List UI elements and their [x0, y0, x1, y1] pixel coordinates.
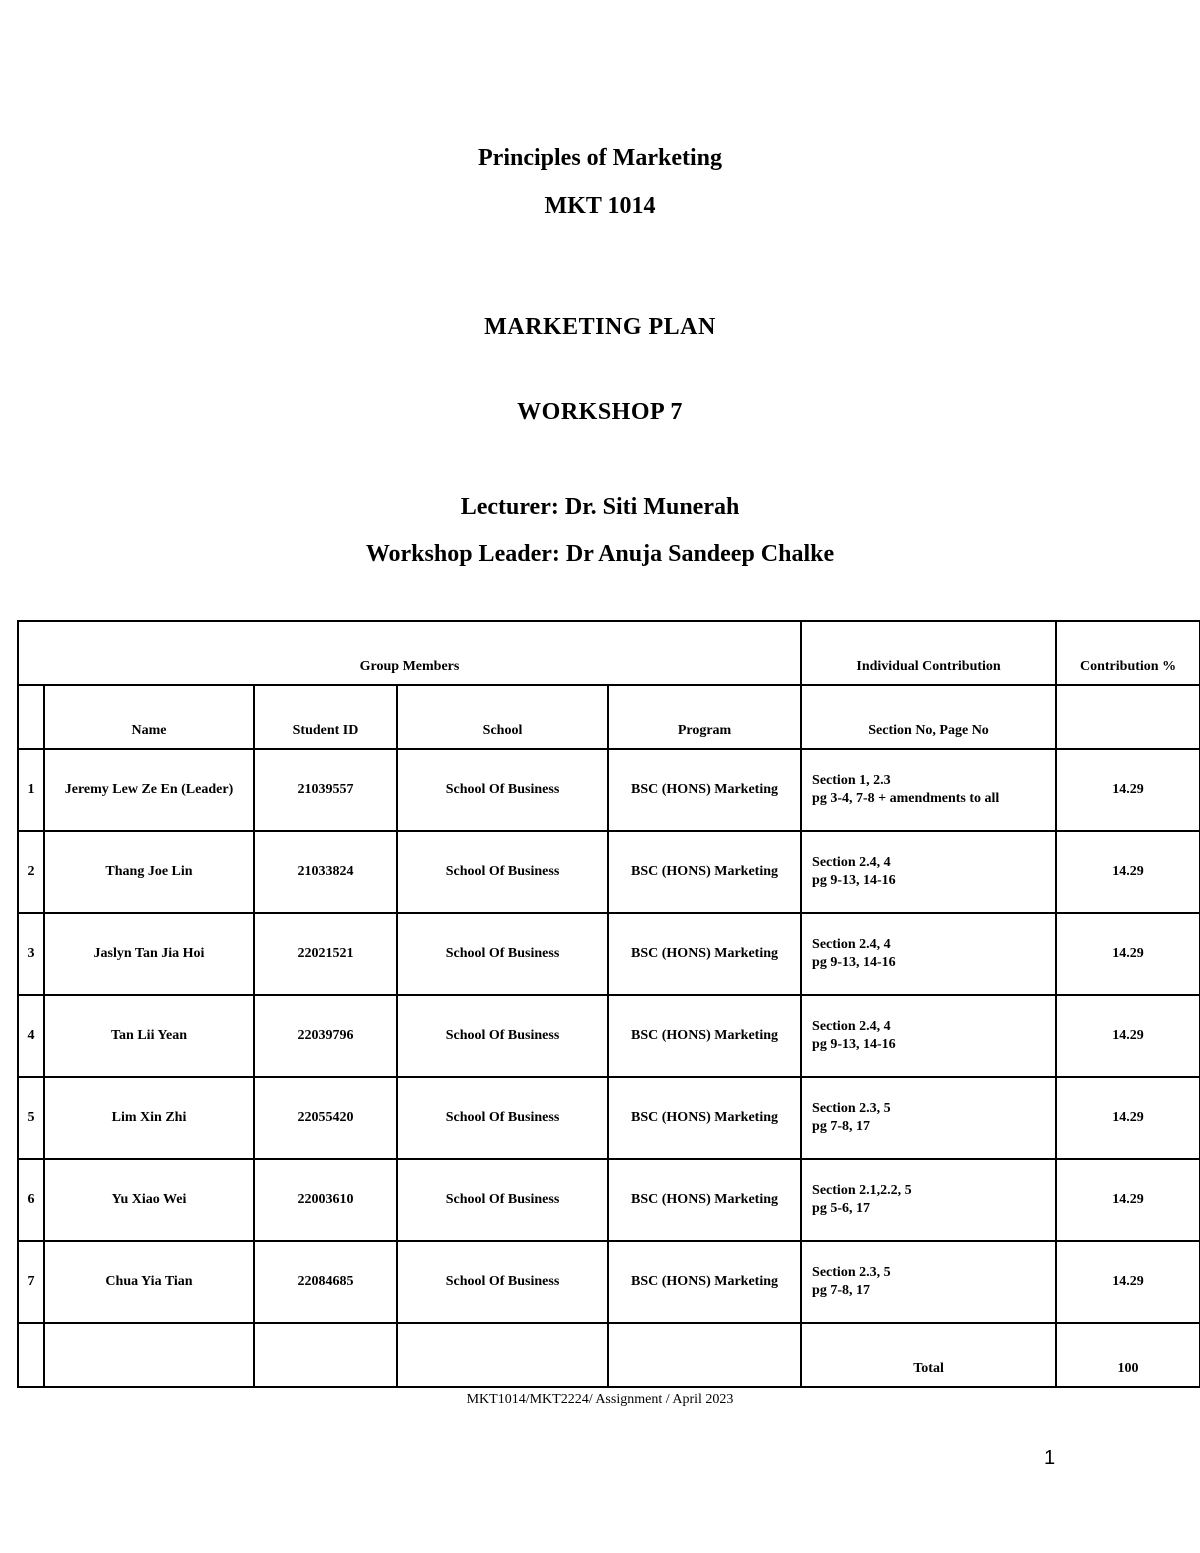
group-members-header: Group Members — [18, 621, 801, 685]
empty-cell — [608, 1323, 801, 1387]
student-id: 22084685 — [254, 1241, 397, 1323]
contribution-percent: 14.29 — [1056, 831, 1200, 913]
school: School Of Business — [397, 995, 608, 1077]
member-name: Yu Xiao Wei — [44, 1159, 254, 1241]
row-number: 1 — [18, 749, 44, 831]
page-numbers: pg 5-6, 17 — [812, 1201, 870, 1216]
contribution-percent: 14.29 — [1056, 995, 1200, 1077]
page-numbers: pg 3-4, 7-8 + amendments to all — [812, 791, 1000, 806]
name-column-header: Name — [44, 685, 254, 749]
page-numbers: pg 7-8, 17 — [812, 1119, 870, 1134]
page-numbers: pg 9-13, 14-16 — [812, 1037, 896, 1052]
percent-column-header — [1056, 685, 1200, 749]
total-label: Total — [801, 1323, 1056, 1387]
row-number: 4 — [18, 995, 44, 1077]
contribution-cell — [801, 995, 1056, 1077]
number-column-header — [18, 685, 44, 749]
page-numbers: pg 9-13, 14-16 — [812, 873, 896, 888]
section-numbers: Section 2.4, 4 — [812, 855, 891, 870]
program: BSC (HONS) Marketing — [608, 1241, 801, 1323]
contribution-cell — [801, 749, 1056, 831]
table-row — [18, 831, 1200, 913]
table-row — [18, 913, 1200, 995]
contribution-percent-header: Contribution % — [1056, 621, 1200, 685]
lecturer-line: Lecturer: Dr. Siti Munerah — [460, 494, 740, 520]
contribution-cell — [801, 1159, 1056, 1241]
table-row — [18, 1077, 1200, 1159]
student-id: 21039557 — [254, 749, 397, 831]
row-number: 5 — [18, 1077, 44, 1159]
group-members-table — [17, 620, 1200, 1388]
contribution-cell — [801, 1241, 1056, 1323]
contribution-cell — [801, 1077, 1056, 1159]
student-id: 22055420 — [254, 1077, 397, 1159]
course-code: MKT 1014 — [544, 193, 656, 219]
program: BSC (HONS) Marketing — [608, 749, 801, 831]
member-name: Jeremy Lew Ze En (Leader) — [44, 749, 254, 831]
contribution-percent: 14.29 — [1056, 749, 1200, 831]
course-name: Principles of Marketing — [478, 145, 722, 171]
program: BSC (HONS) Marketing — [608, 1077, 801, 1159]
program-column-header: Program — [608, 685, 801, 749]
workshop-leader-line: Workshop Leader: Dr Anuja Sandeep Chalke — [365, 541, 835, 567]
contribution-cell — [801, 913, 1056, 995]
page-numbers: pg 7-8, 17 — [812, 1283, 870, 1298]
member-name: Tan Lii Yean — [44, 995, 254, 1077]
program: BSC (HONS) Marketing — [608, 995, 801, 1077]
empty-cell — [18, 1323, 44, 1387]
program: BSC (HONS) Marketing — [608, 1159, 801, 1241]
section-numbers: Section 2.4, 4 — [812, 937, 891, 952]
member-name: Lim Xin Zhi — [44, 1077, 254, 1159]
contribution-percent: 14.29 — [1056, 1241, 1200, 1323]
school: School Of Business — [397, 913, 608, 995]
table-row — [18, 749, 1200, 831]
student-id-column-header: Student ID — [254, 685, 397, 749]
program: BSC (HONS) Marketing — [608, 913, 801, 995]
member-name: Thang Joe Lin — [44, 831, 254, 913]
empty-cell — [397, 1323, 608, 1387]
empty-cell — [44, 1323, 254, 1387]
school: School Of Business — [397, 831, 608, 913]
table-row — [18, 1241, 1200, 1323]
student-id: 21033824 — [254, 831, 397, 913]
student-id: 22003610 — [254, 1159, 397, 1241]
workshop-title: WORKSHOP 7 — [517, 399, 683, 425]
row-number: 7 — [18, 1241, 44, 1323]
row-number: 6 — [18, 1159, 44, 1241]
section-numbers: Section 2.1,2.2, 5 — [812, 1183, 912, 1198]
total-value: 100 — [1056, 1323, 1200, 1387]
footer-note: MKT1014/MKT2224/ Assignment / April 2023 — [466, 1392, 734, 1407]
student-id: 22039796 — [254, 995, 397, 1077]
member-name: Chua Yia Tian — [44, 1241, 254, 1323]
page-number: 1 — [1044, 1447, 1056, 1469]
member-name: Jaslyn Tan Jia Hoi — [44, 913, 254, 995]
school: School Of Business — [397, 1159, 608, 1241]
section-numbers: Section 2.3, 5 — [812, 1101, 891, 1116]
total-row — [18, 1323, 1200, 1387]
school: School Of Business — [397, 749, 608, 831]
school-column-header: School — [397, 685, 608, 749]
contribution-percent: 14.29 — [1056, 913, 1200, 995]
school: School Of Business — [397, 1241, 608, 1323]
section-numbers: Section 2.3, 5 — [812, 1265, 891, 1280]
page-numbers: pg 9-13, 14-16 — [812, 955, 896, 970]
contribution-percent: 14.29 — [1056, 1077, 1200, 1159]
row-number: 2 — [18, 831, 44, 913]
contribution-cell — [801, 831, 1056, 913]
document-title: MARKETING PLAN — [484, 314, 716, 340]
contribution-percent: 14.29 — [1056, 1159, 1200, 1241]
student-id: 22021521 — [254, 913, 397, 995]
individual-contribution-header: Individual Contribution — [801, 621, 1056, 685]
school: School Of Business — [397, 1077, 608, 1159]
section-numbers: Section 2.4, 4 — [812, 1019, 891, 1034]
program: BSC (HONS) Marketing — [608, 831, 801, 913]
empty-cell — [254, 1323, 397, 1387]
table-header-row-2 — [18, 685, 1200, 749]
section-numbers: Section 1, 2.3 — [812, 773, 891, 788]
row-number: 3 — [18, 913, 44, 995]
table-row — [18, 1159, 1200, 1241]
table-row — [18, 995, 1200, 1077]
section-column-header: Section No, Page No — [801, 685, 1056, 749]
table-header-row-1 — [18, 621, 1200, 685]
